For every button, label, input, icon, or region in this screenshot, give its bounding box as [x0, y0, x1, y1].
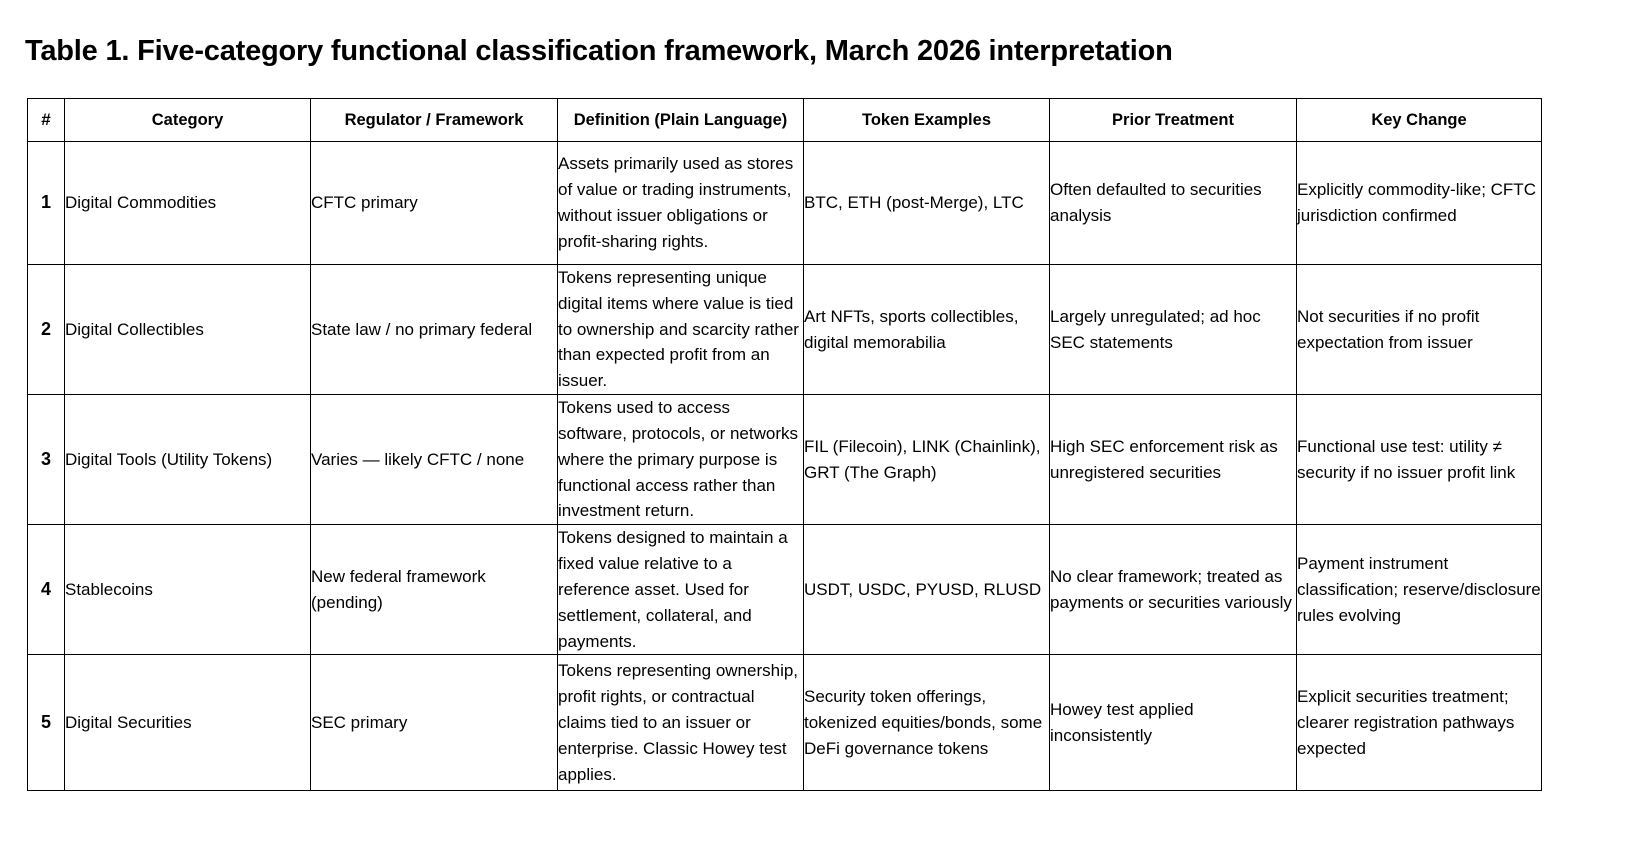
cell-keychange: Functional use test: utility ≠ security if no issuer profit link	[1297, 395, 1542, 525]
cell-keychange: Explicit securities treatment; clearer registration pathways expected	[1297, 655, 1542, 791]
cell-prior: Largely unregulated; ad hoc SEC statements	[1050, 265, 1297, 395]
cell-regulator: Varies — likely CFTC / none	[311, 395, 558, 525]
cell-definition: Tokens representing ownership, profit rights, or contractual claims tied to an issuer or enterprise. Classic Howey test applies.	[558, 655, 804, 791]
cell-regulator: State law / no primary federal	[311, 265, 558, 395]
cell-number: 1	[28, 142, 65, 265]
cell-prior: Howey test applied inconsistently	[1050, 655, 1297, 791]
cell-number: 2	[28, 265, 65, 395]
table-row	[28, 142, 1542, 265]
cell-tokens: USDT, USDC, PYUSD, RLUSD	[804, 525, 1050, 655]
cell-keychange: Not securities if no profit expectation from issuer	[1297, 265, 1542, 395]
column-header-keychange: Key Change	[1297, 99, 1542, 142]
table-header-row	[28, 99, 1542, 142]
cell-category: Digital Collectibles	[65, 265, 311, 395]
table-row	[28, 265, 1542, 395]
page-title: Table 1. Five-category functional classification framework, March 2026 interpretation	[25, 35, 1173, 67]
table-row	[28, 655, 1542, 791]
cell-category: Digital Securities	[65, 655, 311, 791]
cell-category: Digital Tools (Utility Tokens)	[65, 395, 311, 525]
cell-prior: No clear framework; treated as payments or securities variously	[1050, 525, 1297, 655]
cell-regulator: SEC primary	[311, 655, 558, 791]
cell-prior: Often defaulted to securities analysis	[1050, 142, 1297, 265]
column-header-regulator: Regulator / Framework	[311, 99, 558, 142]
classification-table	[27, 98, 1542, 791]
cell-regulator: CFTC primary	[311, 142, 558, 265]
table-row	[28, 395, 1542, 525]
column-header-definition: Definition (Plain Language)	[558, 99, 804, 142]
cell-tokens: BTC, ETH (post-Merge), LTC	[804, 142, 1050, 265]
table-container	[27, 98, 1541, 791]
cell-tokens: Security token offerings, tokenized equities/bonds, some DeFi governance tokens	[804, 655, 1050, 791]
column-header-prior: Prior Treatment	[1050, 99, 1297, 142]
cell-prior: High SEC enforcement risk as unregistered securities	[1050, 395, 1297, 525]
cell-number: 3	[28, 395, 65, 525]
cell-definition: Assets primarily used as stores of value or trading instruments, without issuer obligations or profit-sharing rights.	[558, 142, 804, 265]
cell-definition: Tokens used to access software, protocols, or networks where the primary purpose is functional access rather than investment return.	[558, 395, 804, 525]
cell-definition: Tokens designed to maintain a fixed value relative to a reference asset. Used for settlement, collateral, and payments.	[558, 525, 804, 655]
column-header-category: Category	[65, 99, 311, 142]
cell-keychange: Explicitly commodity-like; CFTC jurisdiction confirmed	[1297, 142, 1542, 265]
cell-regulator: New federal framework (pending)	[311, 525, 558, 655]
cell-number: 5	[28, 655, 65, 791]
cell-keychange: Payment instrument classification; reserve/disclosure rules evolving	[1297, 525, 1542, 655]
table-row	[28, 525, 1542, 655]
column-header-number: #	[28, 99, 65, 142]
cell-category: Stablecoins	[65, 525, 311, 655]
cell-tokens: Art NFTs, sports collectibles, digital memorabilia	[804, 265, 1050, 395]
cell-number: 4	[28, 525, 65, 655]
column-header-tokens: Token Examples	[804, 99, 1050, 142]
cell-category: Digital Commodities	[65, 142, 311, 265]
cell-tokens: FIL (Filecoin), LINK (Chainlink), GRT (The Graph)	[804, 395, 1050, 525]
table-body	[28, 142, 1542, 791]
cell-definition: Tokens representing unique digital items where value is tied to ownership and scarcity rather than expected profit from an issuer.	[558, 265, 804, 395]
table-header	[28, 99, 1542, 142]
